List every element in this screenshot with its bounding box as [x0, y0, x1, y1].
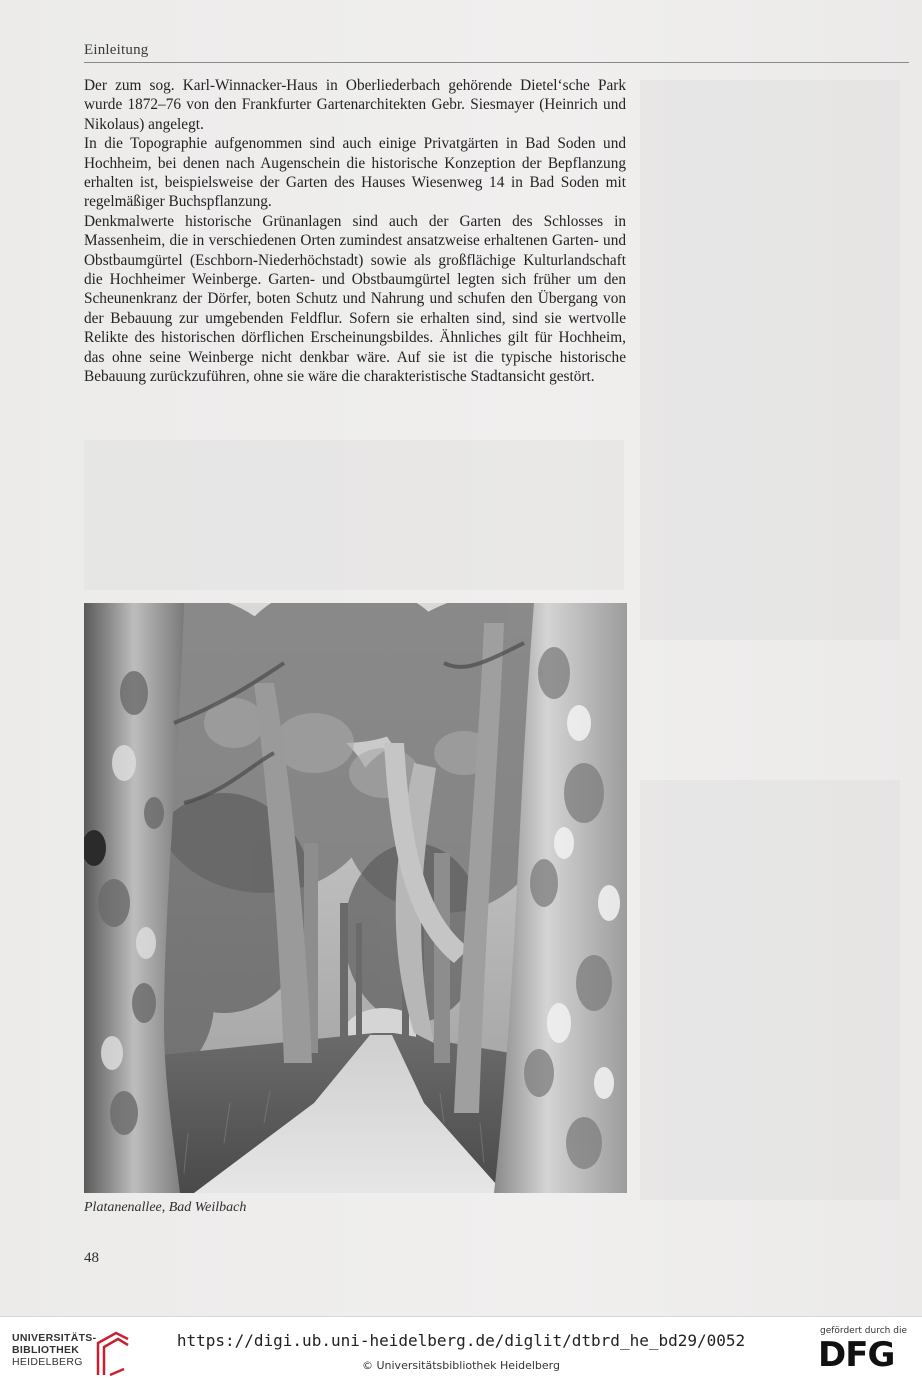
running-head: Einleitung [84, 42, 149, 58]
library-name-line-3: HEIDELBERG [12, 1356, 83, 1368]
bleed-through-shadow [640, 780, 900, 1200]
dfg-logo[interactable] [818, 1326, 914, 1378]
funding-text: gefördert durch die [820, 1326, 907, 1336]
bleed-through-shadow [640, 80, 900, 640]
photo-illustration [84, 603, 627, 1193]
library-name-line-1: UNIVERSITÄTS- [12, 1332, 97, 1344]
photo-caption: Platanenallee, Bad Weilbach [84, 1200, 247, 1215]
document-url-link[interactable]: https://digi.ub.uni-heidelberg.de/diglit/dtbrd_he_bd29/0052 [176, 1331, 746, 1350]
bleed-through-shadow [84, 440, 624, 590]
header-rule [84, 62, 909, 63]
paragraph-1: Der zum sog. Karl-Winnacker-Haus in Oberliederbach gehörende Dietel‘sche Park wurde 1872–76 von den Frankfurter Gartenarchitekten Gebr. Siesmayer (Heinrich und Nikolaus) angelegt. [84, 77, 626, 133]
photo-plane-tree-avenue [84, 603, 627, 1193]
dfg-wordmark: DFG [818, 1335, 895, 1375]
library-name-line-2: BIBLIOTHEK [12, 1344, 80, 1356]
page-number: 48 [84, 1250, 99, 1266]
viewer-footer [0, 1316, 922, 1384]
body-text [84, 76, 626, 387]
paragraph-3: Denkmalwerte historische Grünanlagen sind auch der Garten des Schlosses in Massenheim, die in verschiedenen Orten zumindest ansatzweise erhaltenen Garten- und Obstbaumgürtel (Eschborn-Niederhöchstadt) sowie als großflächige Kulturlandschaft die Hochheimer Weinberge. Garten- und Obstbaumgürtel legten sich früher um den Scheunenkranz der Dörfer, boten Schutz und Nahrung und schufen den Übergang von der Bebauung zur umgebenden Feldflur. Sofern sie erhalten sind, sind sie wertvolle Relikte des historischen dörflichen Erscheinungsbildes. Ähnliches gilt für Hochheim, das ohne seine Weinberge nicht denkbar wäre. Auf sie ist die typische historische Bebauung zurückzuführen, ohne sie wäre die charakteristische Stadtansicht gestört. [84, 212, 626, 386]
copyright-notice: © Universitätsbibliothek Heidelberg [361, 1359, 560, 1372]
paragraph-2: In die Topographie aufgenommen sind auch einige Privatgärten in Bad Soden und Hochheim, bei denen nach Augenschein die historische Konzeption der Bepflanzung erhalten ist, beispielsweise der Garten des Hauses Wiesenweg 14 in Bad Soden mit regelmäßiger Buchspflanzung. [84, 135, 626, 211]
